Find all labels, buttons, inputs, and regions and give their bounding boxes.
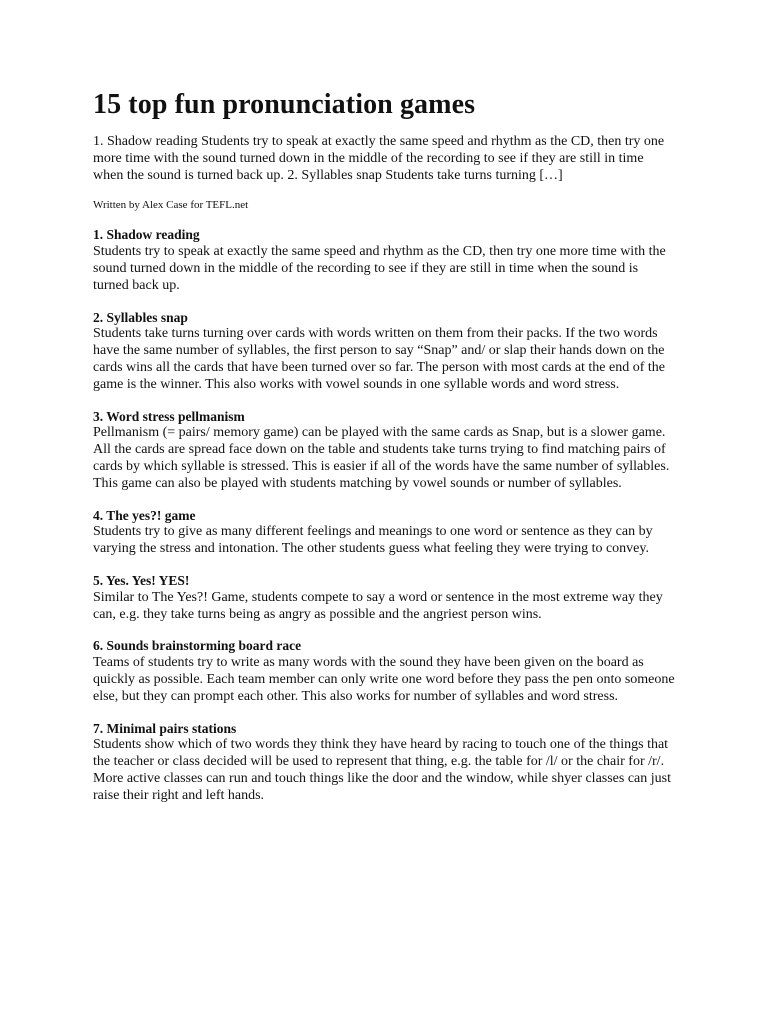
section-body: Students take turns turning over cards with words written on them from their packs. If the two words have the same number of syllables, the first person to say “Snap” and/ or slap their hands down on the cards wins all the cards that have been turned over so far. The person with most cards at the end of the game is the winner. This also works with vowel sounds in one syllable words and word stress. [93,326,666,392]
byline: Written by Alex Case for TEFL.net [93,199,249,212]
section-heading: 2. Syllables snap [93,309,188,325]
section-heading: 5. Yes. Yes! YES! [93,572,190,588]
document-title: 15 top fun pronunciation games [93,89,476,120]
section-yes-yes-yes [93,573,676,623]
section-heading: 7. Minimal pairs stations [93,720,237,736]
section-syllables-snap [93,310,676,394]
section-heading: 6. Sounds brainstorming board race [93,638,302,654]
section-body: Students try to speak at exactly the same speed and rhythm as the CD, then try one more time with the sound turned down in the middle of the recording to see if they are still in time when the sound is turned back up. [93,244,666,293]
section-yes-game [93,508,676,558]
section-body: Teams of students try to write as many words with the sound they have been given on the board as quickly as possible. Each team member can only write one word before they pass the pen onto someone else, but they can prompt each other. This also works for number of syllables and word stress. [93,655,675,704]
section-heading: 3. Word stress pellmanism [93,408,245,424]
section-shadow-reading [93,227,676,294]
section-body: Students try to give as many different feelings and meanings to one word or sentence as they can by varying the stress and intonation. The other students guess what feeling they were trying to convey. [93,524,653,557]
section-sounds-board-race [93,638,676,705]
section-heading: 1. Shadow reading [93,227,200,243]
section-word-stress-pellmanism [93,409,676,493]
section-heading: 4. The yes?! game [93,507,196,523]
section-minimal-pairs-stations [93,721,676,805]
section-body: Similar to The Yes?! Game, students compete to say a word or sentence in the most extreme way they can, e.g. they take turns being as angry as possible and the angriest person wins. [93,589,663,622]
section-body: Pellmanism (= pairs/ memory game) can be played with the same cards as Snap, but is a slower game. All the cards are spread face down on the table and students take turns trying to find matching pairs of cards by which syllable is stressed. This is easier if all of the words have the same number of syllables. This game can also be played with students matching by vowel sounds or number of syllables. [93,425,670,491]
section-body: Students show which of two words they think they have heard by racing to touch one of the things that the teacher or class decided will be used to represent that thing, e.g. the table for /l/ or the chair for /r/. More active classes can run and touch things like the door and the window, while shyer classes can just raise their right and left hands. [93,737,671,803]
intro-paragraph: 1. Shadow reading Students try to speak at exactly the same speed and rhythm as the CD, then try one more time with the sound turned down in the middle of the recording to see if they are still in time when the sound is turned back up. 2. Syllables snap Students take turns turning […] [93,134,665,183]
